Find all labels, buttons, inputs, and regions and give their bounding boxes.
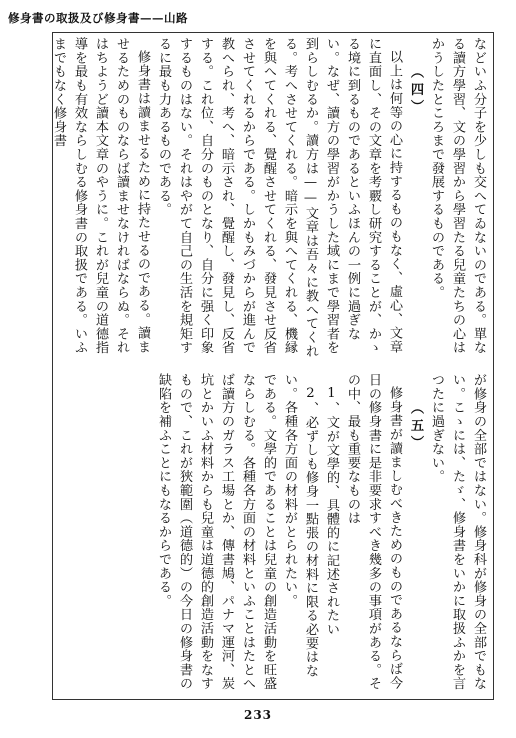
upper-text-block (51, 37, 489, 363)
paragraph: などいふ分子を少しも交へてゐないのである。單なる讀方學習、文の學習から學習たる兒童たちの心はかうしたところまで發展するものである。 (429, 37, 486, 355)
lower-text-block (57, 373, 489, 693)
section-heading-4: （四） (408, 65, 423, 117)
section-heading-5: （五） (408, 401, 423, 453)
list-item: 1、文が文學的、具體的に記述されたい (324, 386, 339, 637)
running-head: 修身書の取扱及び修身書——山路 (8, 11, 188, 25)
paragraph: 修身書は讀ませるために持たせるのである。讀ませるためのものならば讀ませなければならぬ。それはちようど讀本文章のやうに。これが兒童の道德指導を最も有效ならしむる修身書の取扱である。いふまでもなく修身書 (51, 37, 150, 355)
paragraph: 以上は何等の心に持するものもなく、虛心、文章に直面し、その文章を考覈し研究することが、かゝる境に到るものであるといふほんの一例に過ぎない。なぜ、讀方の學習がかうした域にまで學習者を到らしむるか。讀方は——文章は吾々に教へてくれる。考へさせてくれる。暗示を與へてくれる、機縁を與へてくれる、覺醒させてくれる、發見させ反省させてくれるからである。しかもみづからが進んで教へられ、考へ、暗示され、覺醒し、發見し、反省する。これ位、自分のものとなり、自分に强く印象するものはない。それはやがて自己の生活を規矩するに最も力あるものである。 (156, 37, 402, 358)
text-frame (52, 32, 494, 700)
paragraph: である。文學的であることは兒童の創造活動を旺盛ならしむる。各種各方面の材料といふことはたとへば讀方のガラス工場とか、傳書鳩、パナマ運河、炭坑とかいふ材料からも兒童は道德的創造活動をなすもので、これが狹範圍（道德的）の今日の修身書の缺陷を補ふことにもなるからである。 (156, 373, 276, 691)
paragraph: が修身の全部ではない。修身科が修身の全部でもない。こゝには、たゞ、修身書をいかに取扱ふかを言つたに過ぎない。 (429, 373, 486, 691)
list-item: 2、必ずしも修身一點張の材料に限る必要はない。各種各方面の材料がとられたい。 (282, 373, 318, 678)
page-number: 233 (243, 708, 273, 722)
paragraph: 修身書が讀ましむべきためのものであるならば今日の修身書に是非要求すべき幾多の事項がある。その中、最も重要なものは (345, 373, 402, 691)
